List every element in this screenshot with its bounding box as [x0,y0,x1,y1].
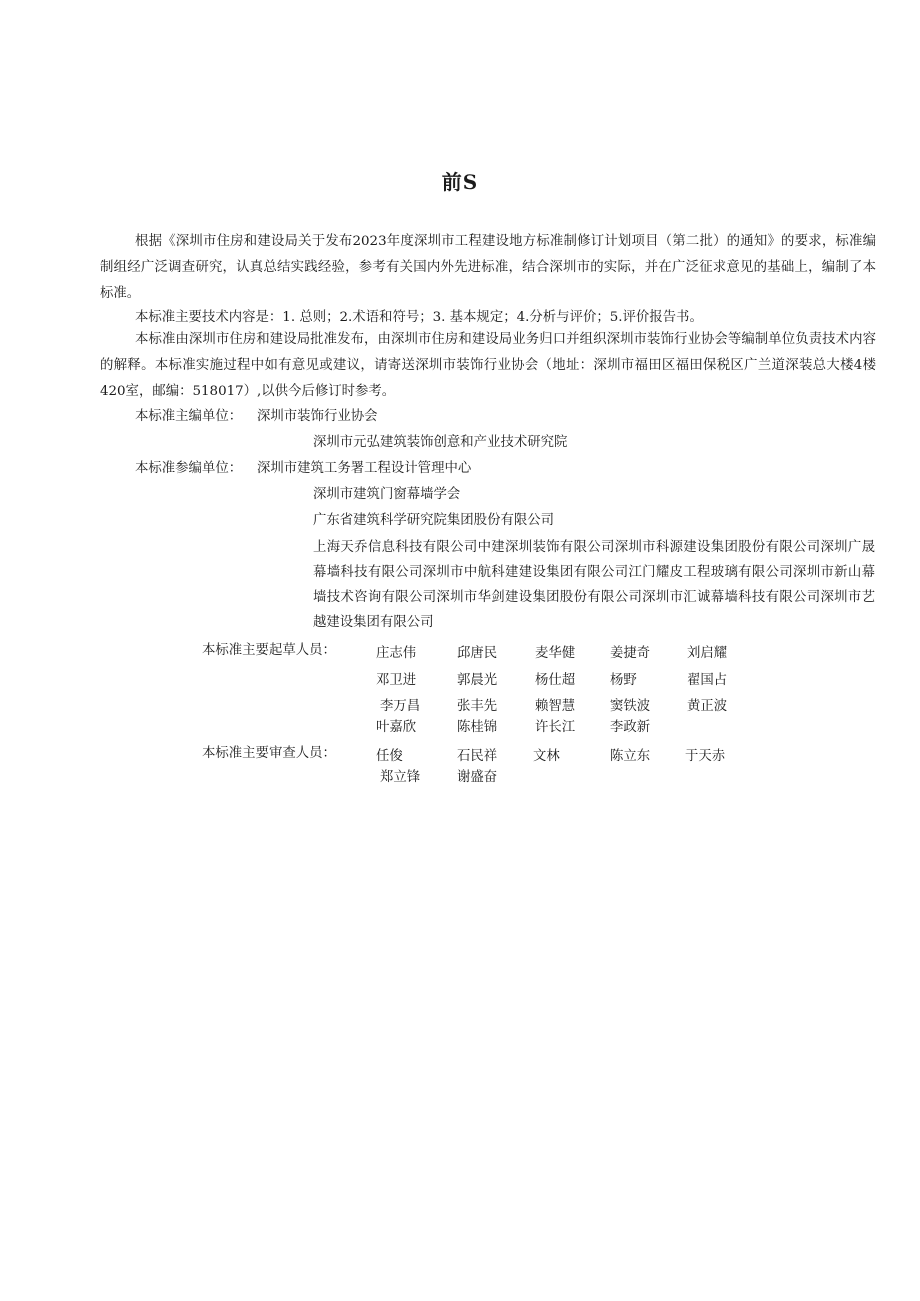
reviewer-name: 文林 [533,749,560,764]
drafter-name: 赖智慧 [535,699,576,714]
reviewer-name: 谢盛奋 [457,770,498,785]
participant-unit: 广东省建筑科学研究院集团股份有限公司 [313,513,555,528]
preface-paragraph-contents: 本标准主要技术内容是：1. 总则；2.术语和符号；3. 基本规定；4.分析与评价；5.评价报告书。 [135,310,703,325]
drafter-name: 许长江 [535,720,576,735]
reviewer-name: 于天赤 [685,749,726,764]
drafter-name: 庄志伟 [376,646,417,661]
drafter-name: 陈桂锦 [457,720,498,735]
drafter-name: 翟国占 [687,673,728,688]
drafter-name: 邓卫进 [376,673,417,688]
preface-paragraph-interpretation: 本标准由深圳市住房和建设局批准发布，由深圳市住房和建设局业务归口并组织深圳市装饰行业协会等编制单位负责技术内容的解释。本标准实施过程中如有意见或建议，请寄送深圳市装饰行业协会（地址：深圳市福田区福田保税区广兰道深装总大楼4楼420室，邮编：518017）,以供今后修订时参考。 [100,332,876,399]
drafter-name: 杨仕超 [535,673,576,688]
drafters-label: 本标准主要起草人员： [202,643,336,658]
drafter-name: 窦铁波 [610,699,651,714]
reviewer-name: 任俊 [376,749,403,764]
reviewer-name: 陈立东 [610,749,651,764]
chief-editor-unit: 深圳市装饰行业协会 [257,409,378,424]
drafter-name: 李政新 [610,720,651,735]
drafter-name: 刘启耀 [687,646,728,661]
reviewers-label: 本标准主要审查人员： [202,746,336,761]
participant-unit: 深圳市建筑工务署工程设计管理中心 [257,461,472,476]
reviewer-name: 石民祥 [457,749,498,764]
drafter-name: 张丰先 [457,699,498,714]
participant-unit-list: 上海天乔信息科技有限公司中建深圳装饰有限公司深圳市科源建设集团股份有限公司深圳广晟幕墙科技有限公司深圳市中航科建建设集团有限公司江门耀皮工程玻璃有限公司深圳市新山幕墙技术咨询有限公司深圳市华剑建设集团股份有限公司深圳市汇诚幕墙科技有限公司深圳市艺越建设集团有限公司 [313,540,875,630]
drafter-name: 黄正波 [687,699,728,714]
drafter-name: 麦华健 [535,646,576,661]
chief-editor-unit: 深圳市元弘建筑装饰创意和产业技术研究院 [313,435,568,450]
chief-editor-label: 本标准主编单位： [135,409,243,424]
participant-unit: 深圳市建筑门窗幕墙学会 [313,487,461,502]
drafter-name: 李万昌 [380,699,421,714]
drafter-name: 郭晨光 [457,673,498,688]
preface-paragraph-basis: 根据《深圳市住房和建设局关于发布2023年度深圳市工程建设地方标准制修订计划项目（第二批）的通知》的要求，标准编制组经广泛调查研究，认真总结实践经验，参考有关国内外先进标准，结合深圳市的实际，并在广泛征求意见的基础上，编制了本标准。 [100,234,876,301]
drafter-name: 邱唐民 [457,646,498,661]
drafter-name: 杨野 [610,673,637,688]
drafter-name: 叶嘉欣 [376,720,417,735]
page-title: 前S [441,170,479,194]
drafter-name: 姜捷奇 [610,646,651,661]
participant-label: 本标准参编单位： [135,461,243,476]
reviewer-name: 郑立锋 [380,770,421,785]
